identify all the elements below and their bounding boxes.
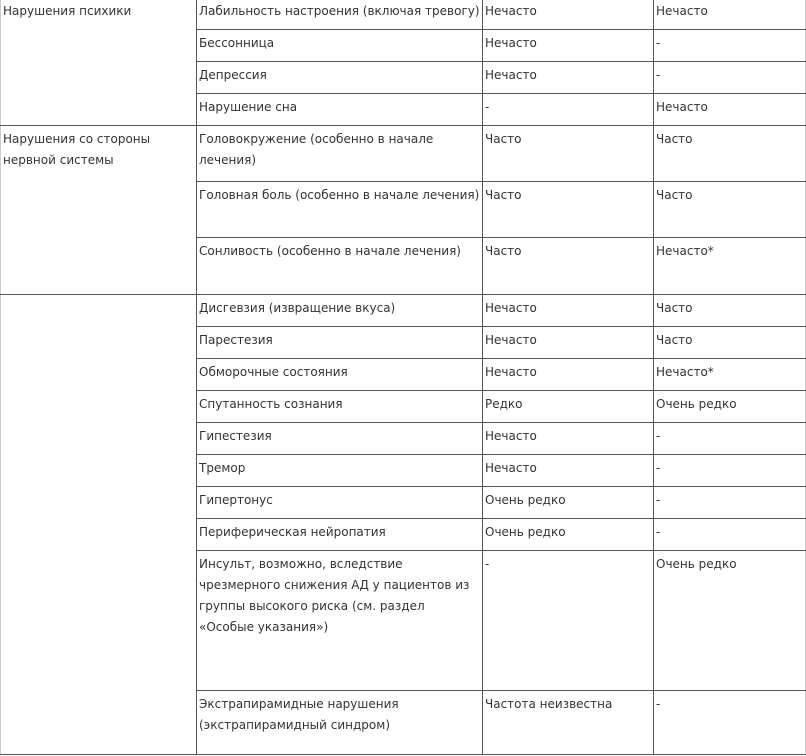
- table-row: [1, 126, 806, 182]
- frequency-cell: Нечасто*: [654, 359, 806, 391]
- frequency-cell: -: [654, 487, 806, 519]
- effect-cell: Экстрапирамидные нарушения (экстрапирамидный синдром): [197, 691, 483, 755]
- effect-cell: Обморочные состояния: [197, 359, 483, 391]
- effect-cell: Парестезия: [197, 327, 483, 359]
- frequency-cell: Нечасто: [483, 295, 654, 327]
- effect-cell: Депрессия: [197, 62, 483, 94]
- effect-cell: Бессонница: [197, 30, 483, 62]
- frequency-cell: -: [483, 94, 654, 126]
- effect-cell: Инсульт, возможно, вследствие чрезмерного снижения АД у пациентов из группы высокого риска (см. раздел «Особые указания»): [197, 551, 483, 691]
- effect-cell: Тремор: [197, 455, 483, 487]
- effect-cell: Спутанность сознания: [197, 391, 483, 423]
- effect-cell: Гипестезия: [197, 423, 483, 455]
- frequency-cell: Часто: [483, 182, 654, 238]
- frequency-cell: -: [654, 691, 806, 755]
- frequency-cell: Нечасто: [483, 455, 654, 487]
- frequency-cell: Часто: [654, 327, 806, 359]
- frequency-cell: Часто: [654, 182, 806, 238]
- category-cell: [1, 295, 197, 755]
- frequency-cell: Очень редко: [483, 519, 654, 551]
- effect-cell: Нарушение сна: [197, 94, 483, 126]
- effect-cell: Дисгевзия (извращение вкуса): [197, 295, 483, 327]
- effect-cell: Гипертонус: [197, 487, 483, 519]
- frequency-cell: Очень редко: [654, 391, 806, 423]
- frequency-cell: Нечасто: [483, 359, 654, 391]
- frequency-cell: Очень редко: [483, 487, 654, 519]
- frequency-cell: -: [654, 455, 806, 487]
- frequency-cell: Нечасто: [483, 327, 654, 359]
- frequency-cell: Редко: [483, 391, 654, 423]
- frequency-cell: Нечасто: [483, 62, 654, 94]
- frequency-cell: Часто: [654, 126, 806, 182]
- frequency-cell: Нечасто: [483, 423, 654, 455]
- table-row: [1, 295, 806, 327]
- effect-cell: Периферическая нейропатия: [197, 519, 483, 551]
- effect-cell: Лабильность настроения (включая тревогу): [197, 0, 483, 30]
- category-cell: Нарушения со стороны нервной системы: [1, 126, 197, 295]
- frequency-cell: Частота неизвестна: [483, 691, 654, 755]
- frequency-cell: Часто: [654, 295, 806, 327]
- category-cell: Нарушения психики: [1, 0, 197, 126]
- table-row: [1, 0, 806, 30]
- frequency-cell: -: [654, 62, 806, 94]
- frequency-cell: Нечасто: [483, 0, 654, 30]
- frequency-cell: Часто: [483, 126, 654, 182]
- effect-cell: Сонливость (особенно в начале лечения): [197, 238, 483, 295]
- effect-cell: Головная боль (особенно в начале лечения): [197, 182, 483, 238]
- frequency-cell: -: [654, 30, 806, 62]
- frequency-cell: -: [483, 551, 654, 691]
- frequency-cell: -: [654, 423, 806, 455]
- frequency-cell: Очень редко: [654, 551, 806, 691]
- frequency-cell: Нечасто: [654, 0, 806, 30]
- frequency-cell: Нечасто*: [654, 238, 806, 295]
- effect-cell: Головокружение (особенно в начале лечения): [197, 126, 483, 182]
- frequency-cell: Нечасто: [483, 30, 654, 62]
- frequency-cell: Нечасто: [654, 94, 806, 126]
- frequency-cell: -: [654, 519, 806, 551]
- frequency-cell: Часто: [483, 238, 654, 295]
